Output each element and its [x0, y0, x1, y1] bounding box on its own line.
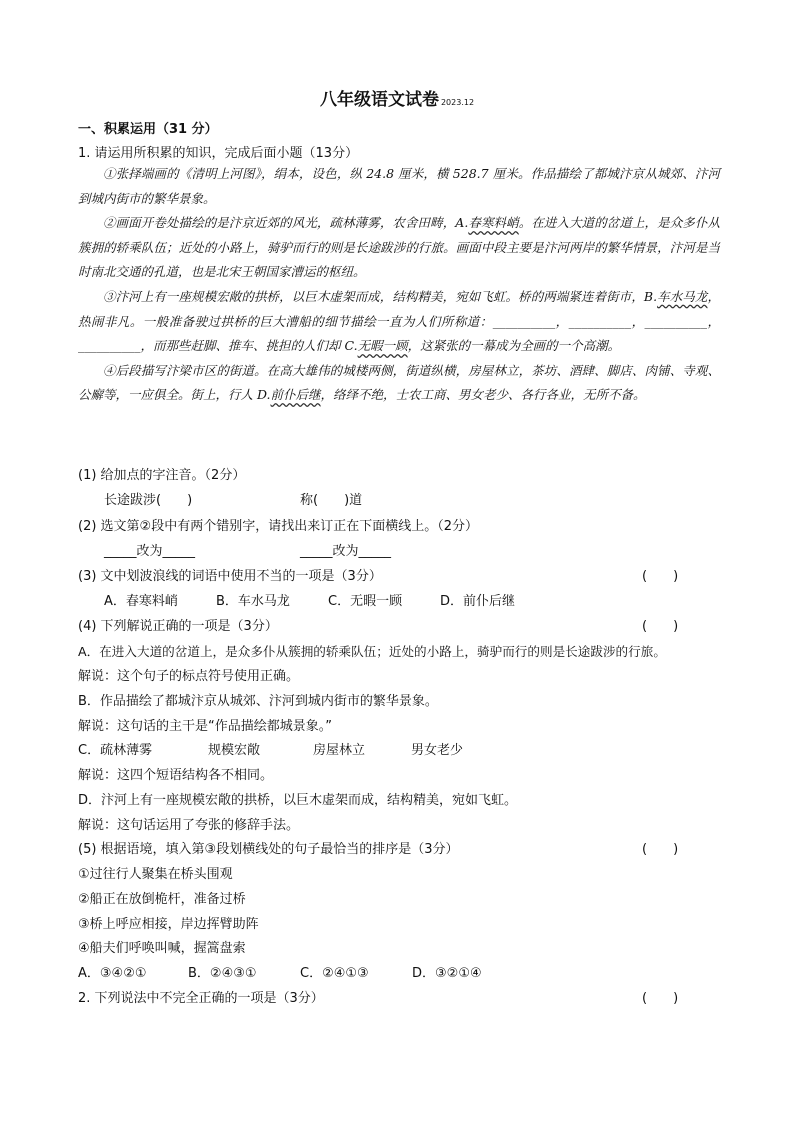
option-5a[interactable]: A．③④②①: [78, 966, 147, 981]
answer-paren-5[interactable]: ( ): [642, 842, 679, 857]
option-4c-explain: 解说：这四个短语结构各不相同。: [78, 768, 274, 783]
passage-paragraph-3: [78, 285, 720, 359]
subquestion-2: (2) 选文第②段中有两个错别字，请找出来订正在下面横线上。（2分）: [78, 519, 478, 534]
option-4b-explain: 解说：这句话的主干是“作品描绘都城景象。”: [78, 719, 332, 734]
option-a[interactable]: A．春寒料峭: [104, 594, 178, 609]
subquestion-2-blank-b[interactable]: _____改为_____: [300, 544, 392, 559]
title-date: 2023.12: [440, 98, 475, 107]
sentence-1: ①过往行人聚集在桥头围观: [78, 867, 233, 882]
subquestion-4: (4) 下列解说正确的一项是（3分）: [78, 619, 278, 634]
wavy-term-d: 前仆后继: [270, 387, 321, 403]
option-4d: D．汴河上有一座规模宏敞的拱桥，以巨木虚架而成，结构精美，宛如飞虹。: [78, 793, 518, 808]
exam-title: [0, 85, 794, 110]
option-4c-term-2: 规模宏敞: [208, 743, 261, 758]
p2-text-b: 。在进入大道的岔道上，是众多仆从簇拥的轿乘队伍；近处的小路上，骑驴而行的则是长途跋涉的行旅。画面中段主要是汴河两岸的繁华情景，汴河是当时南北交通的孔道，也是北宋王朝国家漕运的枢纽。: [78, 215, 720, 280]
p2-text-a: ②画面开卷处描绘的是汴京近郊的风光，疏林薄雾，农舍田畴，A.: [103, 215, 469, 231]
subquestion-3: (3) 文中划波浪线的词语中使用不当的一项是（3分）: [78, 569, 382, 584]
option-5b[interactable]: B．②④③①: [188, 966, 257, 981]
sentence-2: ②船正在放倒桅杆，准备过桥: [78, 892, 246, 907]
p4-text-b: ，络绎不绝，士农工商、男女老少、各行各业，无所不备。: [320, 387, 646, 403]
subquestion-1-blank-a[interactable]: 长途跋涉( ): [104, 493, 193, 508]
option-b[interactable]: B．车水马龙: [216, 594, 290, 609]
title-text: 八年级语文试卷: [319, 90, 439, 110]
subquestion-2-blank-a[interactable]: _____改为_____: [104, 544, 196, 559]
wavy-term-a: 春寒料峭: [468, 215, 519, 231]
wavy-term-c: 无暇一顾: [357, 338, 408, 354]
option-d[interactable]: D．前仆后继: [440, 594, 516, 609]
option-4c-term-3: 房屋林立: [313, 743, 366, 758]
subquestion-1: (1) 给加点的字注音。（2分）: [78, 468, 246, 483]
p3-text-a: ③汴河上有一座规模宏敞的拱桥，以巨木虚架而成，结构精美，宛如飞虹。桥的两端紧连着街市，B.: [103, 288, 658, 304]
passage-paragraph-4: [78, 359, 720, 408]
wavy-term-b: 车水马龙: [657, 288, 708, 304]
p3-text-b: ，热闹非凡。一般准备驶过拱桥的巨大漕船的细节描绘一直为人们所称道：__________，__________，__________，__________，而那些赶脚、推车、挑担的人们却 C.: [78, 288, 720, 354]
passage-paragraph-1: [78, 162, 720, 211]
subquestion-1-blank-b[interactable]: 称( )道: [300, 493, 363, 508]
question-2-heading: 2. 下列说法中不完全正确的一项是（3分）: [78, 991, 324, 1006]
p3-text-c: ，这紧张的一幕成为全画的一个高潮。: [407, 338, 621, 354]
question-1-heading: 1. 请运用所积累的知识，完成后面小题（13分）: [78, 146, 359, 161]
option-4a: A．在进入大道的岔道上，是众多仆从簇拥的轿乘队伍；近处的小路上，骑驴而行的则是长途跋涉的行旅。: [78, 644, 666, 659]
option-4b: B．作品描绘了都城汴京从城郊、汴河到城内街市的繁华景象。: [78, 694, 438, 709]
option-5c[interactable]: C．②④①③: [300, 966, 369, 981]
subquestion-5: (5) 根据语境，填入第③段划横线处的句子最恰当的排序是（3分）: [78, 842, 459, 857]
sentence-4: ④船夫们呼唤叫喊，握篙盘索: [78, 941, 246, 956]
option-4a-explain: 解说：这个句子的标点符号使用正确。: [78, 669, 300, 684]
option-4c-term-4: 男女老少: [411, 743, 464, 758]
option-4d-explain: 解说：这句话运用了夸张的修辞手法。: [78, 818, 300, 833]
answer-paren-4[interactable]: ( ): [642, 619, 679, 634]
p4-text-a: ④后段描写汴梁市区的街道。在高大雄伟的城楼两侧，街道纵横，房屋林立，茶坊、酒肆、脚店、肉铺、寺观、公廨等，一应俱全。街上，行人 D.: [78, 362, 720, 403]
p1-text: ①张择端画的《清明上河图》，绢本，设色，纵 24.8 厘米，横 528.7 厘米。作品描绘了都城汴京从城郊、汴河到城内街市的繁华景象。: [78, 166, 720, 206]
answer-paren-q2[interactable]: ( ): [642, 991, 679, 1006]
section-heading: 一、积累运用（31 分）: [78, 122, 218, 137]
option-5d[interactable]: D．③②①④: [412, 966, 482, 981]
option-4c-term-1: C．疏林薄雾: [78, 743, 153, 758]
sentence-3: ③桥上呼应相接，岸边挥臂助阵: [78, 917, 259, 932]
passage-paragraph-2: [78, 211, 720, 285]
option-c[interactable]: C．无暇一顾: [328, 594, 403, 609]
answer-paren-3[interactable]: ( ): [642, 569, 679, 584]
reading-passage: [78, 162, 720, 408]
